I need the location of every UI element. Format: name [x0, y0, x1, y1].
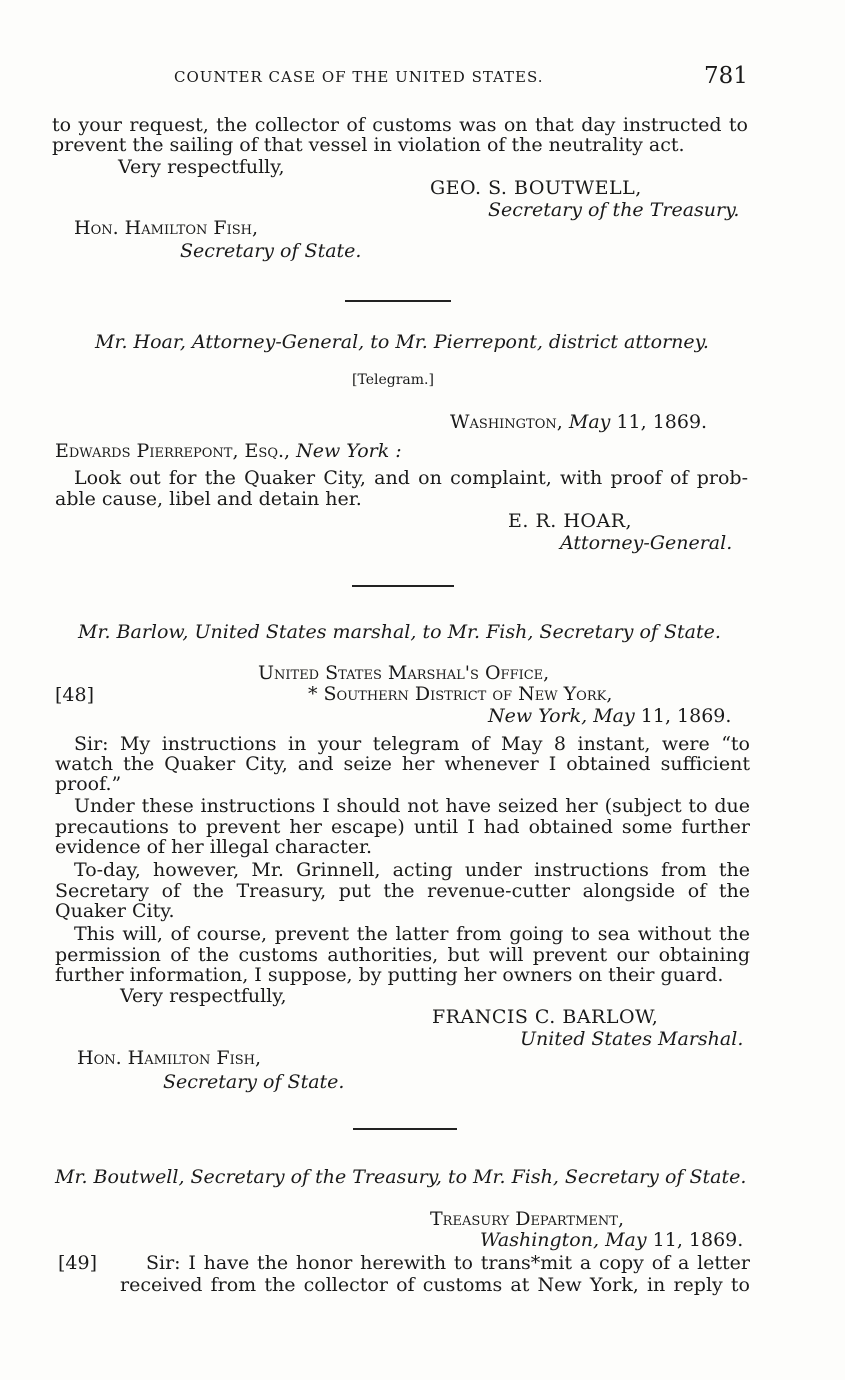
marginal-number: [49] — [58, 1252, 98, 1274]
section-divider — [345, 300, 451, 302]
letter-heading: Mr. Hoar, Attorney-General, to Mr. Pierrepont, district attorney. — [95, 331, 709, 353]
paragraph-line: further information, I suppose, by putting her owners on their guard. — [55, 964, 724, 986]
addressee-place: New York : — [296, 440, 402, 462]
closing: Very respectfully, — [120, 985, 287, 1007]
addressee-name: Edwards Pierrepont, Esq., — [55, 440, 291, 462]
telegram-note: [Telegram.] — [352, 372, 434, 388]
dateline-place: New York, — [488, 705, 588, 727]
paragraph-line: Secretary of the Treasury, put the revenue-cutter alongside of the — [55, 880, 750, 902]
section-divider — [352, 585, 454, 587]
district-line: * Southern District of New York, — [308, 683, 613, 705]
letter-heading: Mr. Barlow, United States marshal, to Mr. Fish, Secretary of State. — [78, 621, 721, 643]
office-line: United States Marshal's Office, — [258, 662, 550, 684]
paragraph-line: Sir: I have the honor herewith to trans*mit a copy of a letter — [146, 1252, 750, 1274]
addressee-name: Hon. Hamilton Fish, — [77, 1047, 262, 1069]
dateline-year: 11, 1869. — [640, 705, 732, 727]
signer-name: E. R. HOAR, — [508, 510, 633, 532]
paragraph-line: Sir: My instructions in your telegram of May 8 instant, were “to — [74, 733, 750, 755]
marginal-number: [48] — [55, 684, 95, 706]
dateline-date: May — [593, 705, 635, 727]
paragraph-line: received from the collector of customs at New York, in reply to — [120, 1274, 750, 1296]
paragraph-line: proof.” — [55, 773, 122, 795]
page-number: 781 — [704, 63, 748, 89]
paragraph-line: able cause, libel and detain her. — [55, 488, 362, 510]
dateline-date: May — [568, 411, 611, 433]
signer-name: FRANCIS C. BARLOW, — [432, 1006, 659, 1028]
section-divider — [353, 1128, 457, 1130]
dateline-year: 11, 1869. — [616, 411, 708, 433]
dateline-place: Washington, — [450, 411, 563, 433]
dateline-year: 11, 1869. — [652, 1229, 744, 1251]
office-line: Treasury Department, — [430, 1208, 624, 1230]
signer-title: United States Marshal. — [520, 1028, 744, 1050]
addressee-title: Secretary of State. — [180, 240, 362, 262]
paragraph-line: This will, of course, prevent the latter from going to sea without the — [74, 923, 750, 945]
paragraph-line: evidence of her illegal character. — [55, 836, 372, 858]
paragraph-line: Look out for the Quaker City, and on complaint, with proof of prob- — [74, 467, 748, 489]
signer-title: Attorney-General. — [560, 532, 733, 554]
dateline-date: May — [605, 1229, 647, 1251]
paragraph-line: to your request, the collector of customs was on that day instructed to — [52, 114, 748, 136]
addressee-name: Hon. Hamilton Fish, — [74, 217, 259, 239]
letter-heading: Mr. Boutwell, Secretary of the Treasury, to Mr. Fish, Secretary of State. — [55, 1166, 747, 1188]
running-title: COUNTER CASE OF THE UNITED STATES. — [174, 68, 544, 86]
dateline-place: Washington, — [480, 1229, 600, 1251]
paragraph-line: permission of the customs authorities, but will prevent our obtaining — [55, 944, 750, 966]
paragraph-line: To-day, however, Mr. Grinnell, acting under instructions from the — [74, 859, 750, 881]
signer-name: GEO. S. BOUTWELL, — [430, 177, 642, 199]
addressee-title: Secretary of State. — [163, 1071, 345, 1093]
paragraph-line: watch the Quaker City, and seize her whenever I obtained sufficient — [55, 753, 750, 775]
closing: Very respectfully, — [118, 156, 285, 178]
paragraph-line: Quaker City. — [55, 900, 175, 922]
paragraph-line: precautions to prevent her escape) until I had obtained some further — [55, 816, 750, 838]
signer-title: Secretary of the Treasury. — [488, 199, 740, 221]
paragraph-line: Under these instructions I should not have seized her (subject to due — [74, 795, 750, 817]
paragraph-line: prevent the sailing of that vessel in violation of the neutrality act. — [52, 134, 685, 156]
